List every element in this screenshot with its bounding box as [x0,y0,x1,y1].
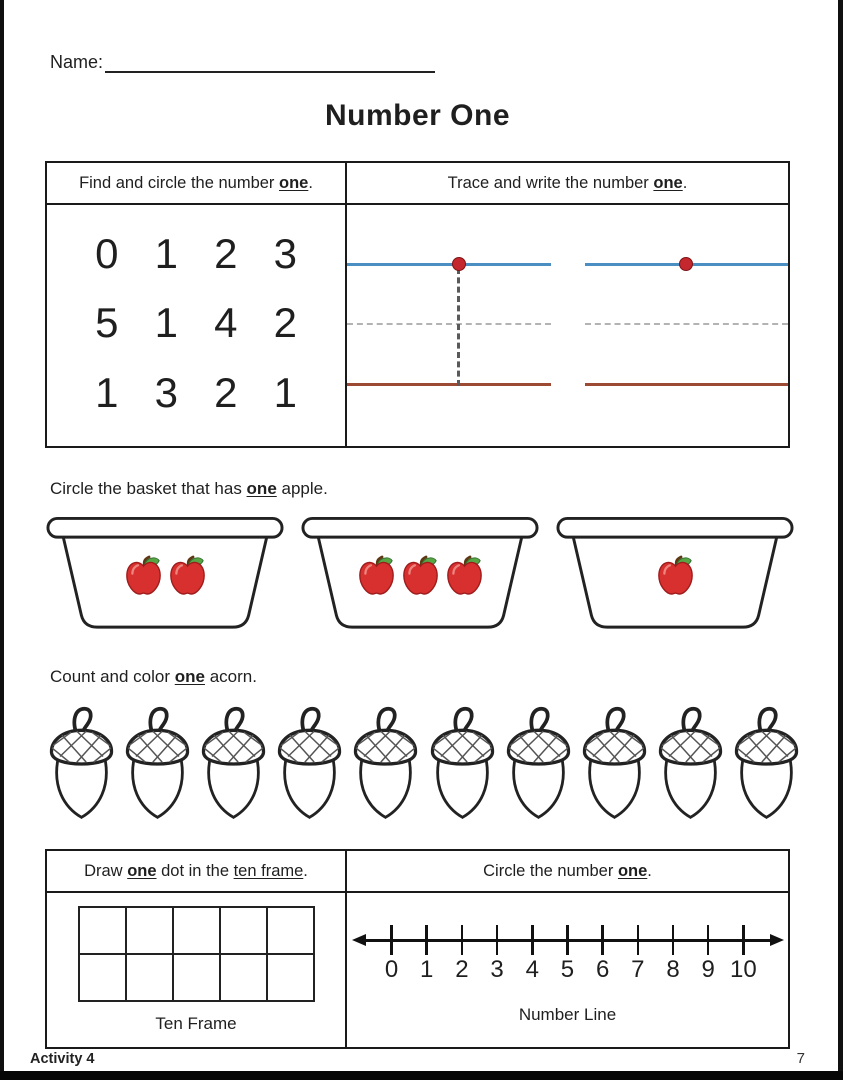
apple-icon [657,555,694,596]
start-dot-icon [679,257,693,271]
grid-number-3[interactable]: 3 [273,229,297,277]
numberline-unit-7 [625,915,651,982]
numberline-number-10[interactable]: 10 [730,956,757,983]
tick-mark [566,925,569,955]
numberline-unit-4 [519,915,545,982]
ten-frame-cell-6[interactable] [79,954,126,1001]
viewer-edge-left [0,0,4,1080]
ten-frame-header [47,851,347,893]
tick-mark [461,925,464,955]
ten-frame-cell-4[interactable] [220,907,267,954]
apple-icon [402,555,439,596]
apple-icon [446,555,483,596]
find-circle-header [47,163,347,205]
numberline-unit-1 [414,915,440,982]
tick-mark [390,925,393,955]
ten-frame-cell-3[interactable] [173,907,220,954]
acorn-7[interactable] [502,701,575,827]
apple-icon [169,555,206,596]
numberline-unit-10 [730,915,756,982]
arrow-right-icon [770,934,784,946]
acorn-9[interactable] [654,701,727,827]
ten-frame-cell-7[interactable] [126,954,173,1001]
numberline-unit-0 [379,915,405,982]
footer-activity-label: Activity 4 [30,1050,95,1067]
acorn-4[interactable] [273,701,346,827]
grid-number-2[interactable]: 2 [214,229,238,277]
acorn-icon [730,701,803,827]
grid-number-2[interactable]: 2 [214,369,238,417]
numberline-cell-area [347,893,788,1047]
find-circle-header-text: Find and circle the number one. [79,173,313,192]
find-circle-cell [47,205,347,446]
acorn-8[interactable] [578,701,651,827]
tick-mark [707,925,710,955]
guide-bottom-line [585,383,789,386]
numberline-unit-8 [660,915,686,982]
numberline-number-5[interactable]: 5 [560,956,575,983]
grid-number-0[interactable]: 0 [95,229,119,277]
grid-number-5[interactable]: 5 [95,299,119,347]
name-row [50,52,790,73]
numberline-unit-2 [449,915,475,982]
guide-middle-dashed-line [347,323,551,325]
apple-group [555,555,795,596]
acorn-1[interactable] [45,701,118,827]
ten-frame-cell-5[interactable] [267,907,314,954]
numberline-number-6[interactable]: 6 [595,956,610,983]
guide-bottom-line [347,383,551,386]
numberline-number-3[interactable]: 3 [490,956,504,983]
trace-practice-cell-1[interactable] [347,263,551,386]
page-title: Number One [324,99,511,132]
apple-icon [169,555,206,596]
page-footer [0,1050,843,1067]
basket-2-with-3-apples[interactable] [300,515,540,637]
basket-3-with-1-apples[interactable] [555,515,795,637]
acorn-icon [502,701,575,827]
viewer-edge-right [838,0,843,1080]
ten-frame-cell-2[interactable] [126,907,173,954]
grid-number-2[interactable]: 2 [273,299,297,347]
viewer-edge-bottom [0,1071,843,1080]
name-blank-line[interactable] [105,53,435,73]
apple-icon [402,555,439,596]
guide-top-line [347,263,551,266]
numberline-number-1[interactable]: 1 [420,956,434,983]
trace-cell-area [347,205,788,446]
acorn-10[interactable] [730,701,803,827]
numberline-unit-6 [590,915,616,982]
dashed-number-one-stroke [457,268,460,386]
page-number: 7 [796,1050,805,1067]
trace-practice-cell-2[interactable] [585,263,789,386]
ten-frame-cell-10[interactable] [267,954,314,1001]
basket-1-with-2-apples[interactable] [45,515,285,637]
numberline-number-4[interactable]: 4 [525,956,539,983]
tick-mark [531,925,534,955]
grid-number-1[interactable]: 1 [95,369,119,417]
apple-icon [125,555,162,596]
acorn-6[interactable] [426,701,499,827]
numberline-number-2[interactable]: 2 [455,956,469,983]
tick-mark [672,925,675,955]
ten-frame-cell-9[interactable] [220,954,267,1001]
bottom-activity-table [45,849,790,1049]
numberline-unit-5 [554,915,580,982]
handwriting-guides [347,205,788,446]
numberline-number-0[interactable]: 0 [384,956,399,983]
apple-icon [446,555,483,596]
acorn-icon [197,701,270,827]
grid-number-3[interactable]: 3 [154,369,178,417]
ten-frame-cell-area [47,893,347,1047]
numberline-unit-9 [695,915,721,982]
ten-frame-cell-1[interactable] [79,907,126,954]
numberline-number-7[interactable]: 7 [631,956,645,983]
numberline-header-text: Circle the number one. [483,861,652,880]
arrow-left-icon [352,934,366,946]
grid-number-4[interactable]: 4 [214,299,238,347]
acorn-icon [578,701,651,827]
numberline-label: Number Line [518,1005,617,1024]
acorn-5[interactable] [349,701,422,827]
acorn-2[interactable] [121,701,194,827]
numberline-number-9[interactable]: 9 [701,956,715,983]
grid-number-1[interactable]: 1 [154,299,178,347]
apple-icon [657,555,694,596]
trace-header [347,163,788,205]
acorn-3[interactable] [197,701,270,827]
acorn-icon [654,701,727,827]
start-dot-icon [452,257,466,271]
trace-row [347,263,788,386]
guide-middle-dashed-line [585,323,789,325]
top-activity-table [45,161,790,448]
apple-icon [358,555,395,596]
tick-mark [496,925,499,955]
tick-mark [742,925,745,955]
acorns-instruction: Count and color one acorn. [50,667,257,686]
tick-mark [637,925,640,955]
ten-frame-label: Ten Frame [155,1014,237,1033]
acorns-row [45,701,803,827]
apple-icon [125,555,162,596]
ten-frame-cell-8[interactable] [173,954,220,1001]
grid-number-1[interactable]: 1 [154,229,178,277]
acorn-icon [273,701,346,827]
apple-icon [358,555,395,596]
acorn-icon [121,701,194,827]
number-line [356,915,780,993]
name-label: Name: [50,52,104,72]
numberline-number-8[interactable]: 8 [666,956,680,983]
apple-group [45,555,285,596]
number-grid [47,205,345,446]
tick-mark [425,925,428,955]
baskets-row [45,515,795,637]
numberline-header [347,851,788,893]
tick-mark [601,925,604,955]
apple-group [300,555,540,596]
grid-number-1[interactable]: 1 [273,369,297,417]
ten-frame[interactable] [78,906,315,1002]
acorn-icon [349,701,422,827]
trace-header-text: Trace and write the number one. [447,173,688,192]
acorn-icon [426,701,499,827]
ten-frame-header-text: Draw one dot in the ten frame. [84,861,308,880]
acorn-icon [45,701,118,827]
numberline-unit-3 [484,915,510,982]
worksheet-page [45,0,790,1049]
baskets-instruction: Circle the basket that has one apple. [50,479,328,498]
numberline-ticks [384,915,757,983]
